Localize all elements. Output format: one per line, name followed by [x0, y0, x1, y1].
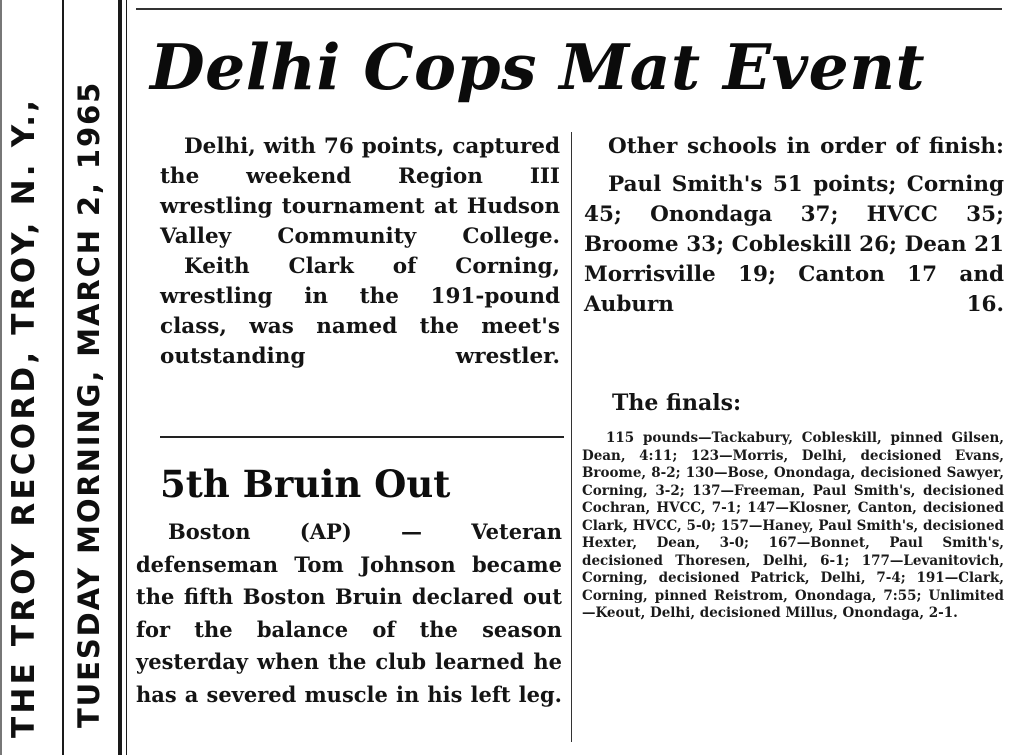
finals-heading: The finals: — [612, 390, 742, 416]
masthead-paper-name: THE TROY RECORD, TROY, N. Y., — [6, 96, 42, 738]
article-column-left — [160, 132, 560, 372]
article-paragraph-1: Delhi, with 76 points, captured the weekend Region III wrestling tournament at Hudson Valley Community College. — [160, 134, 560, 249]
story-divider — [160, 436, 564, 438]
article-paragraph-4: Paul Smith's 51 points; Corning 45; Onondaga 37; HVCC 35; Broome 33; Cobleskill 26; Dean 21 Morrisville 19; Canton 17 and Auburn 16. — [584, 172, 1004, 317]
column-rule — [571, 132, 572, 742]
sidebar-story-body — [136, 516, 562, 712]
article-paragraph-2: Keith Clark of Corning, wrestling in the 191-pound class, was named the meet's outstanding wrestler. — [160, 254, 560, 369]
headline: Delhi Cops Mat Event — [150, 30, 926, 104]
masthead-border-outer — [118, 0, 122, 755]
sidebar-headline: 5th Bruin Out — [160, 462, 451, 506]
masthead-border-inner — [126, 0, 127, 755]
article-column-right — [584, 132, 1004, 320]
article-paragraph-3: Other schools in order of finish: — [608, 134, 1004, 159]
masthead-divider — [62, 0, 64, 755]
finals-results: 115 pounds—Tackabury, Cobleskill, pinned Gilsen, Dean, 4:11; 123—Morris, Delhi, decisioned Evans, Broome, 8-2; 130—Bose, Onondaga, decisioned Sawyer, Corning, 3-2; 137—Freeman, Paul Smith's, decisioned Cochran, HVCC, 7-1; 147—Klosner, Canton, decisioned Clark, HVCC, 5-0; 157—Haney, Paul Smith's, decisioned Hexter, Dean, 3-0; 167—Bonnet, Paul Smith's, decisioned Thoresen, Delhi, 6-1; 177—Levanitovich, Corning, decisioned Patrick, Delhi, 7-4; 191—Clark, Corning, pinned Reistrom, Onondaga, 7:55; Unlimited—Keout, Delhi, decisioned Millus, Onondaga, 2-1. — [582, 430, 1004, 621]
top-rule — [136, 8, 1002, 10]
page-edge — [0, 0, 2, 755]
masthead-date: TUESDAY MORNING, MARCH 2, 1965 — [72, 80, 106, 728]
sidebar-paragraph: Boston (AP) — Veteran defenseman Tom Johnson became the fifth Boston Bruin declared out for the balance of the season yesterday when the club learned he has a severed muscle in his left leg. — [136, 519, 562, 707]
